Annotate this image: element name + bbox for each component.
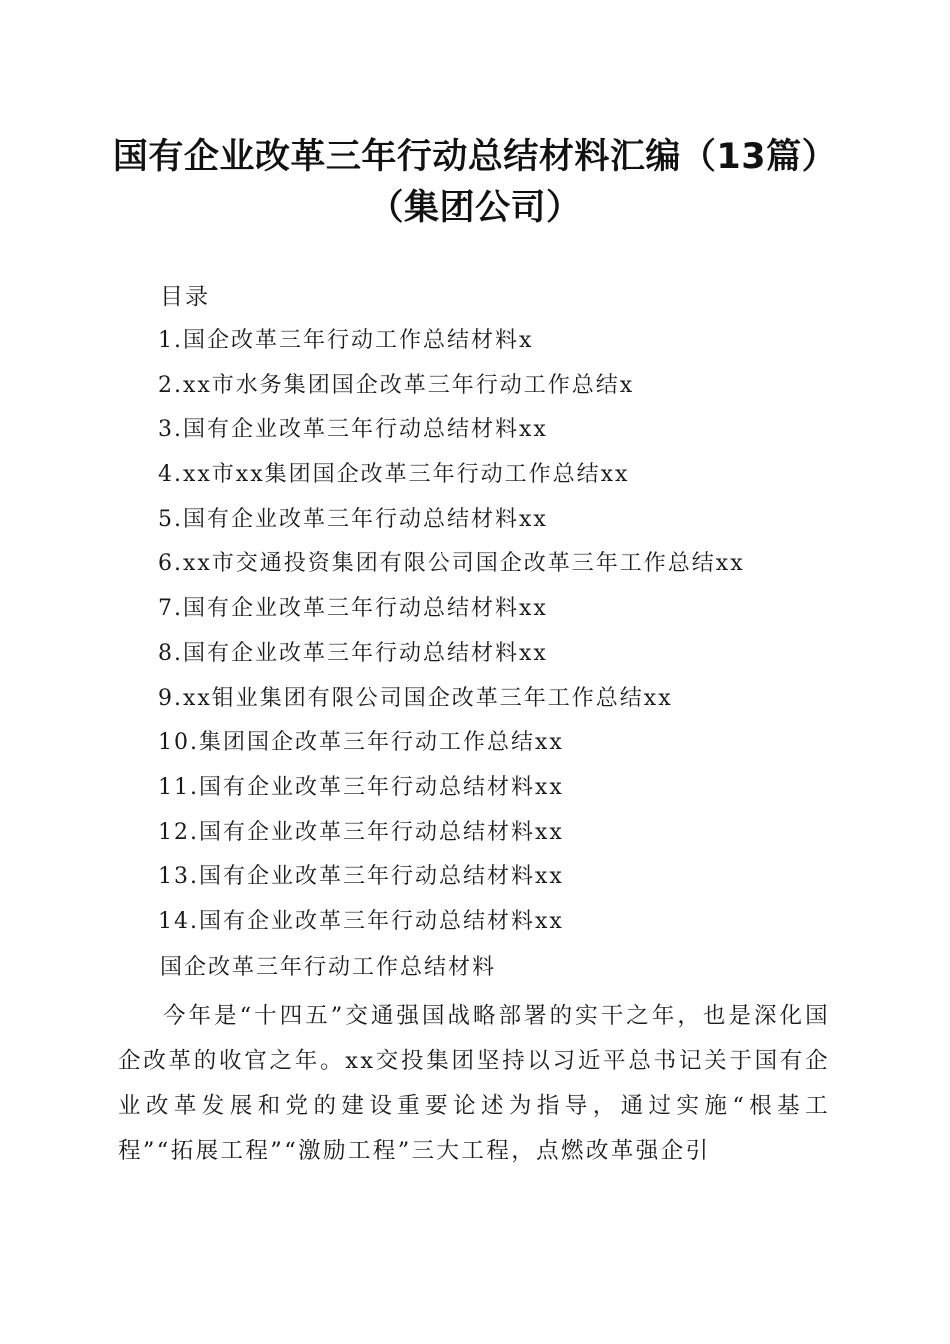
toc-item: 10.集团国企改革三年行动工作总结xx: [158, 730, 564, 756]
toc-item: 3.国有企业改革三年行动总结材料xx: [158, 417, 548, 443]
toc-item: 11.国有企业改革三年行动总结材料xx: [158, 774, 564, 800]
toc-item: 13.国有企业改革三年行动总结材料xx: [158, 864, 564, 890]
body-paragraph: 今年是“十四五”交通强国战略部署的实干之年，也是深化国企改革的收官之年。xx交投集团坚持以习近平总书记关于国有企业改革发展和党的建设重要论述为指导，通过实施“根基工程”“拓展工程”“激励工程”三大工程，点燃改革强企引: [118, 1003, 830, 1164]
toc-item: 2.xx市水务集团国企改革三年行动工作总结x: [158, 372, 635, 398]
document-title: 国有企业改革三年行动总结材料汇编（13篇）（集团公司）: [112, 137, 838, 228]
toc-item: 1.国企改革三年行动工作总结材料x: [158, 328, 534, 353]
toc-item: 5.国有企业改革三年行动总结材料xx: [158, 506, 548, 532]
toc-item: 14.国有企业改革三年行动总结材料xx: [158, 908, 564, 934]
toc-item: 7.国有企业改革三年行动总结材料xx: [158, 596, 548, 622]
toc-item: 4.xx市xx集团国企改革三年行动工作总结xx: [158, 462, 630, 488]
table-of-contents: [158, 324, 745, 950]
toc-item: 6.xx市交通投资集团有限公司国企改革三年工作总结xx: [158, 551, 745, 577]
toc-item: 8.国有企业改革三年行动总结材料xx: [158, 640, 548, 666]
section-title: 国企改革三年行动工作总结材料: [160, 955, 497, 980]
toc-item: 12.国有企业改革三年行动总结材料xx: [158, 819, 564, 845]
toc-heading: 目录: [160, 284, 210, 310]
toc-item: 9.xx钼业集团有限公司国企改革三年工作总结xx: [158, 685, 673, 711]
